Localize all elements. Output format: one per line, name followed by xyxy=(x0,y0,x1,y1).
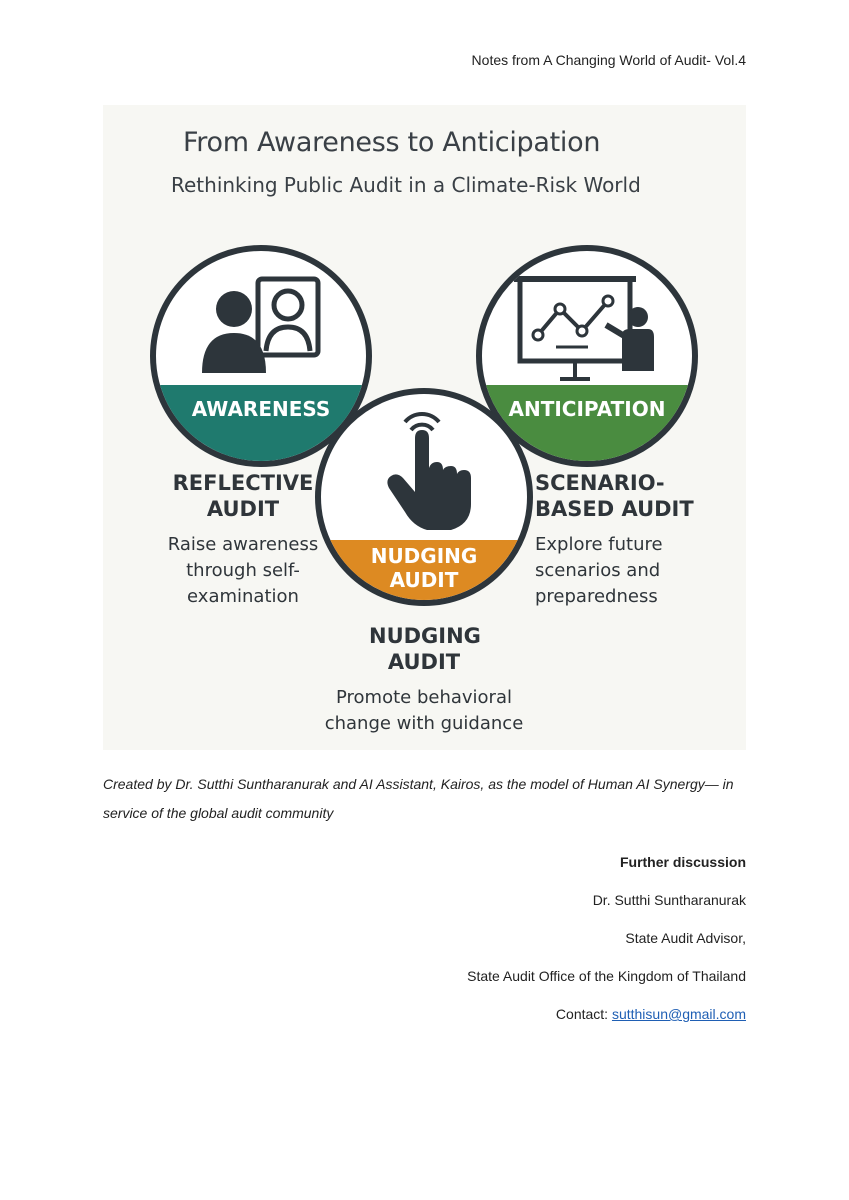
running-header: Notes from A Changing World of Audit- Vol.4 xyxy=(471,52,746,68)
anticipation-band: ANTICIPATION xyxy=(482,385,692,467)
further-discussion-heading: Further discussion xyxy=(619,854,746,870)
author-office: State Audit Office of the Kingdom of Thailand xyxy=(467,968,746,984)
scenario-audit-heading: SCENARIO-BASED AUDIT xyxy=(535,471,694,521)
figure-subtitle: Rethinking Public Audit in a Climate-Risk World xyxy=(171,173,641,197)
contact-line xyxy=(467,1004,746,1042)
reflective-audit-block xyxy=(143,470,343,610)
author-name: Dr. Sutthi Suntharanurak xyxy=(592,892,746,908)
presentation-chart-icon xyxy=(510,273,670,385)
email-link[interactable]: sutthisun@gmail.com xyxy=(611,1006,746,1022)
reflective-audit-heading: REFLECTIVE AUDIT xyxy=(172,471,314,521)
nudging-audit-block xyxy=(308,623,540,737)
nudging-circle xyxy=(315,388,533,606)
contact-block xyxy=(467,852,746,1042)
scenario-audit-block xyxy=(535,470,725,610)
reflective-audit-description: Raise awareness through self-examination xyxy=(167,534,319,607)
contact-label: Contact: xyxy=(555,1006,609,1022)
figure-title: From Awareness to Anticipation xyxy=(183,127,601,158)
hand-pointer-icon xyxy=(379,408,479,536)
nudging-audit-description: Promote behavioral change with guidance xyxy=(324,687,524,734)
nudging-audit-heading: NUDGING AUDIT xyxy=(369,624,481,674)
awareness-band: AWARENESS xyxy=(156,385,366,467)
author-role: State Audit Advisor, xyxy=(625,930,746,946)
infographic-figure xyxy=(103,105,746,750)
figure-caption: Created by Dr. Sutthi Suntharanurak and AI Assistant, Kairos, as the model of Human AI Synergy— in service of the global audit community xyxy=(103,776,734,821)
nudging-band xyxy=(321,540,527,606)
person-portrait-icon xyxy=(196,275,336,375)
nudging-band-label: NUDGING AUDIT xyxy=(370,544,478,592)
scenario-audit-description: Explore future scenarios and preparedness xyxy=(535,534,663,607)
